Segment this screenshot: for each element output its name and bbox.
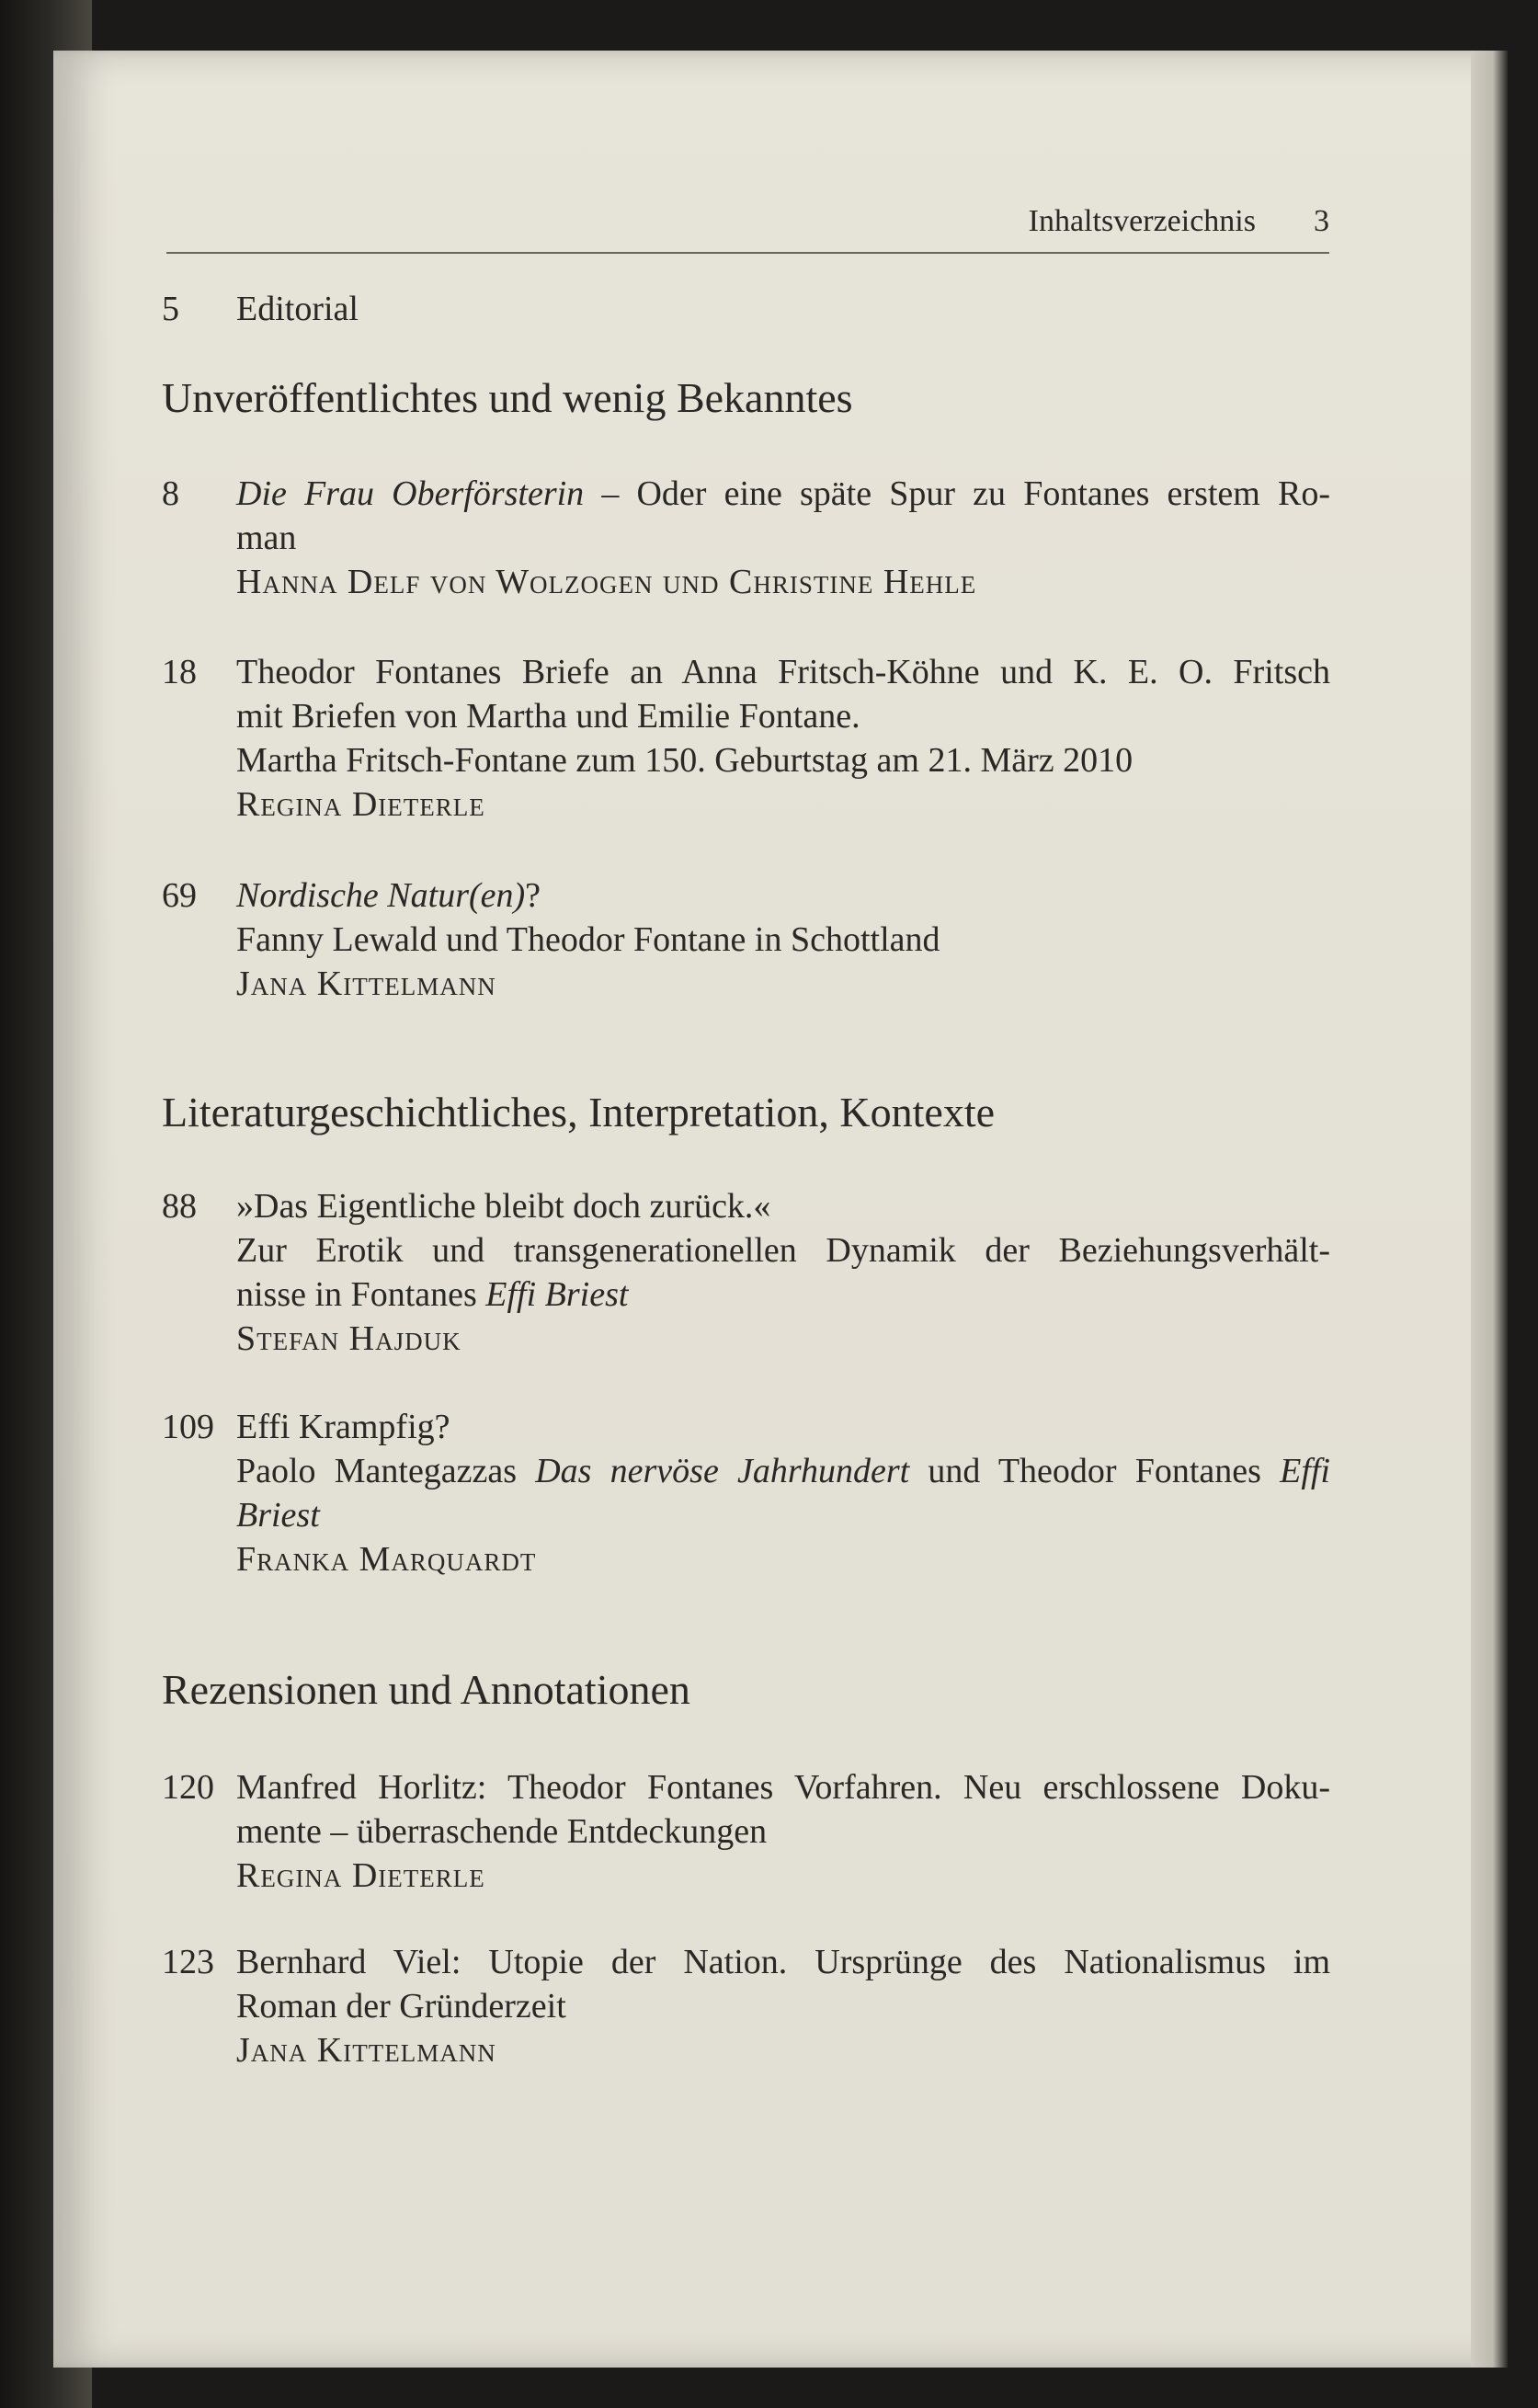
toc-entry-author: Regina Dieterle xyxy=(236,785,485,824)
toc-entry-author: Hanna Delf von Wolzogen und Christine Hehle xyxy=(236,563,977,601)
toc-page-number: 123 xyxy=(162,1943,214,1981)
toc-page-number: 120 xyxy=(162,1768,214,1807)
toc-entry-author: Jana Kittelmann xyxy=(236,2031,496,2070)
toc-entry-title: man xyxy=(236,519,297,557)
running-header xyxy=(166,204,1329,254)
toc-page-number: 18 xyxy=(162,653,197,691)
section-heading: Literaturgeschichtliches, Interpretation, Kontexte xyxy=(162,1089,996,1136)
toc-entry-subtitle: Briest xyxy=(236,1496,320,1535)
toc-page-number: 69 xyxy=(162,876,197,915)
toc-entry-subtitle: Martha Fritsch-Fontane zum 150. Geburtstag am 21. März 2010 xyxy=(236,741,1134,780)
toc-entry-author: Regina Dieterle xyxy=(236,1856,485,1895)
toc-page-number: 109 xyxy=(162,1408,214,1446)
toc-entry-title: Effi Krampfig? xyxy=(236,1408,450,1446)
toc-entry-title: mente – überraschende Entdeckungen xyxy=(236,1812,768,1851)
toc-entry-title: mit Briefen von Martha und Emilie Fontane. xyxy=(236,697,860,736)
toc-entry-subtitle: Zur Erotik und transgenerationellen Dynamik der Beziehungsverhält- xyxy=(236,1231,1330,1270)
toc-entry-title: Manfred Horlitz: Theodor Fontanes Vorfahren. Neu erschlossene Doku- xyxy=(236,1768,1330,1807)
toc-entry-title: Theodor Fontanes Briefe an Anna Fritsch-Köhne und K. E. O. Fritsch xyxy=(236,653,1330,691)
toc-entry-author: Jana Kittelmann xyxy=(236,964,496,1003)
page-edge xyxy=(1471,51,1508,2368)
toc-entry-title: »Das Eigentliche bleibt doch zurück.« xyxy=(236,1187,771,1226)
toc-page-number: 5 xyxy=(162,290,179,328)
toc-entry-title: Bernhard Viel: Utopie der Nation. Ursprünge des Nationalismus im xyxy=(236,1943,1330,1981)
toc-entry-author: Franka Marquardt xyxy=(236,1540,537,1579)
toc-entry-subtitle: Paolo Mantegazzas Das nervöse Jahrhundert und Theodor Fontanes Effi xyxy=(236,1452,1330,1490)
header-title: Inhaltsverzeichnis xyxy=(1028,204,1256,238)
toc-entry-title: Editorial xyxy=(236,290,359,328)
section-heading: Unveröffentlichtes und wenig Bekanntes xyxy=(162,374,853,421)
header-page-number: 3 xyxy=(1314,204,1329,238)
toc-entry-author: Stefan Hajduk xyxy=(236,1319,461,1358)
toc-entry-title: Nordische Natur(en)? xyxy=(236,876,541,915)
toc-entry-title: Roman der Gründerzeit xyxy=(236,1987,566,2026)
section-heading: Rezensionen und Annotationen xyxy=(162,1666,690,1713)
toc-page-number: 88 xyxy=(162,1187,197,1226)
toc-page-number: 8 xyxy=(162,474,179,513)
toc-entry-subtitle: nisse in Fontanes Effi Briest xyxy=(236,1275,629,1314)
toc-entry-title: Die Frau Oberförsterin – Oder eine späte Spur zu Fontanes erstem Ro- xyxy=(236,474,1330,513)
toc-entry-subtitle: Fanny Lewald und Theodor Fontane in Schottland xyxy=(236,920,940,959)
